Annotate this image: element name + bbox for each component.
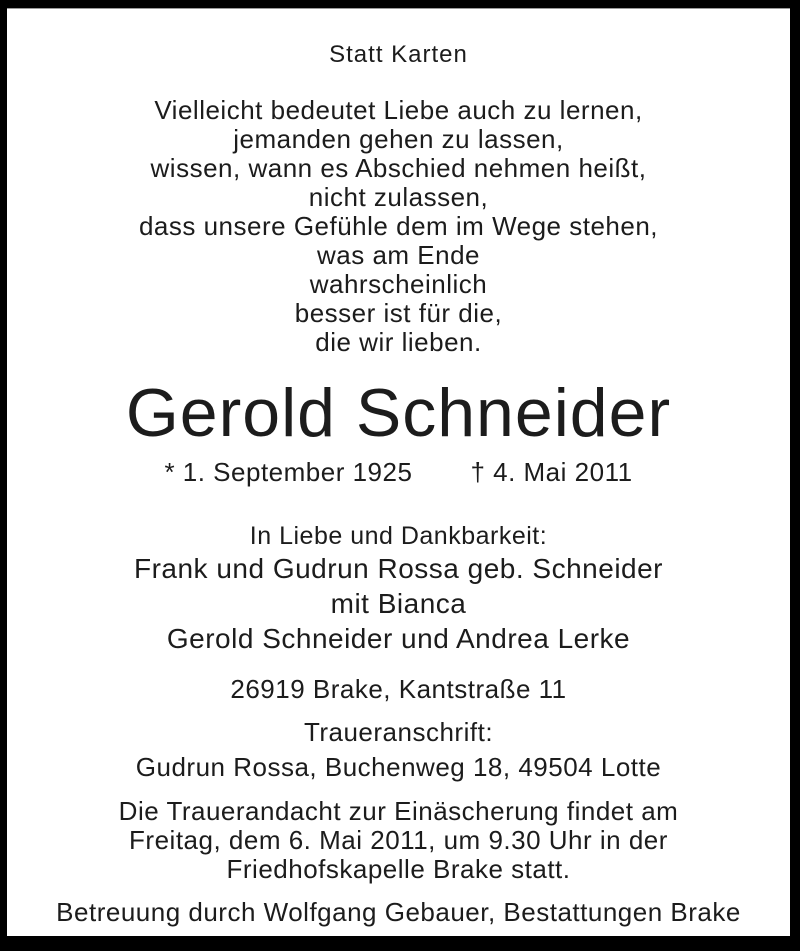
poem-line: nicht zulassen, xyxy=(308,182,489,212)
mourner-line: mit Bianca xyxy=(330,588,467,619)
life-dates xyxy=(7,457,790,487)
tribute-intro: In Liebe und Dankbarkeit: xyxy=(249,522,548,550)
mourner-list xyxy=(7,551,790,656)
poem-line: wahrscheinlich xyxy=(309,269,488,299)
funeral-home-credit: Betreuung durch Wolfgang Gebauer, Bestattungen Brake xyxy=(56,897,741,927)
birth-date: * 1. September 1925 xyxy=(164,457,413,487)
service-line: Friedhofskapelle Brake statt. xyxy=(226,854,571,884)
service-line: Freitag, dem 6. Mai 2011, um 9.30 Uhr in der xyxy=(129,825,668,855)
poem-line: jemanden gehen zu lassen, xyxy=(233,124,564,154)
service-line: Die Trauerandacht zur Einäscherung findet am xyxy=(118,796,679,826)
poem-line: dass unsere Gefühle dem im Wege stehen, xyxy=(138,211,659,241)
poem-line: wissen, wann es Abschied nehmen heißt, xyxy=(150,153,647,183)
pre-header: Statt Karten xyxy=(329,41,468,68)
home-address: 26919 Brake, Kantstraße 11 xyxy=(230,674,567,704)
poem-line: die wir lieben. xyxy=(315,327,482,357)
condolence-address: Gudrun Rossa, Buchenweg 18, 49504 Lotte xyxy=(135,752,662,782)
poem-line: besser ist für die, xyxy=(294,298,503,328)
service-info xyxy=(7,797,790,884)
mourner-line: Frank und Gudrun Rossa geb. Schneider xyxy=(133,553,664,584)
deceased-name: Gerold Schneider xyxy=(125,375,672,451)
death-date: † 4. Mai 2011 xyxy=(470,457,633,487)
memorial-poem xyxy=(7,96,790,357)
condolence-address-label: Traueranschrift: xyxy=(303,717,494,747)
poem-line: was am Ende xyxy=(316,240,481,270)
mourner-line: Gerold Schneider und Andrea Lerke xyxy=(166,623,631,654)
poem-line: Vielleicht bedeutet Liebe auch zu lernen, xyxy=(154,95,643,125)
